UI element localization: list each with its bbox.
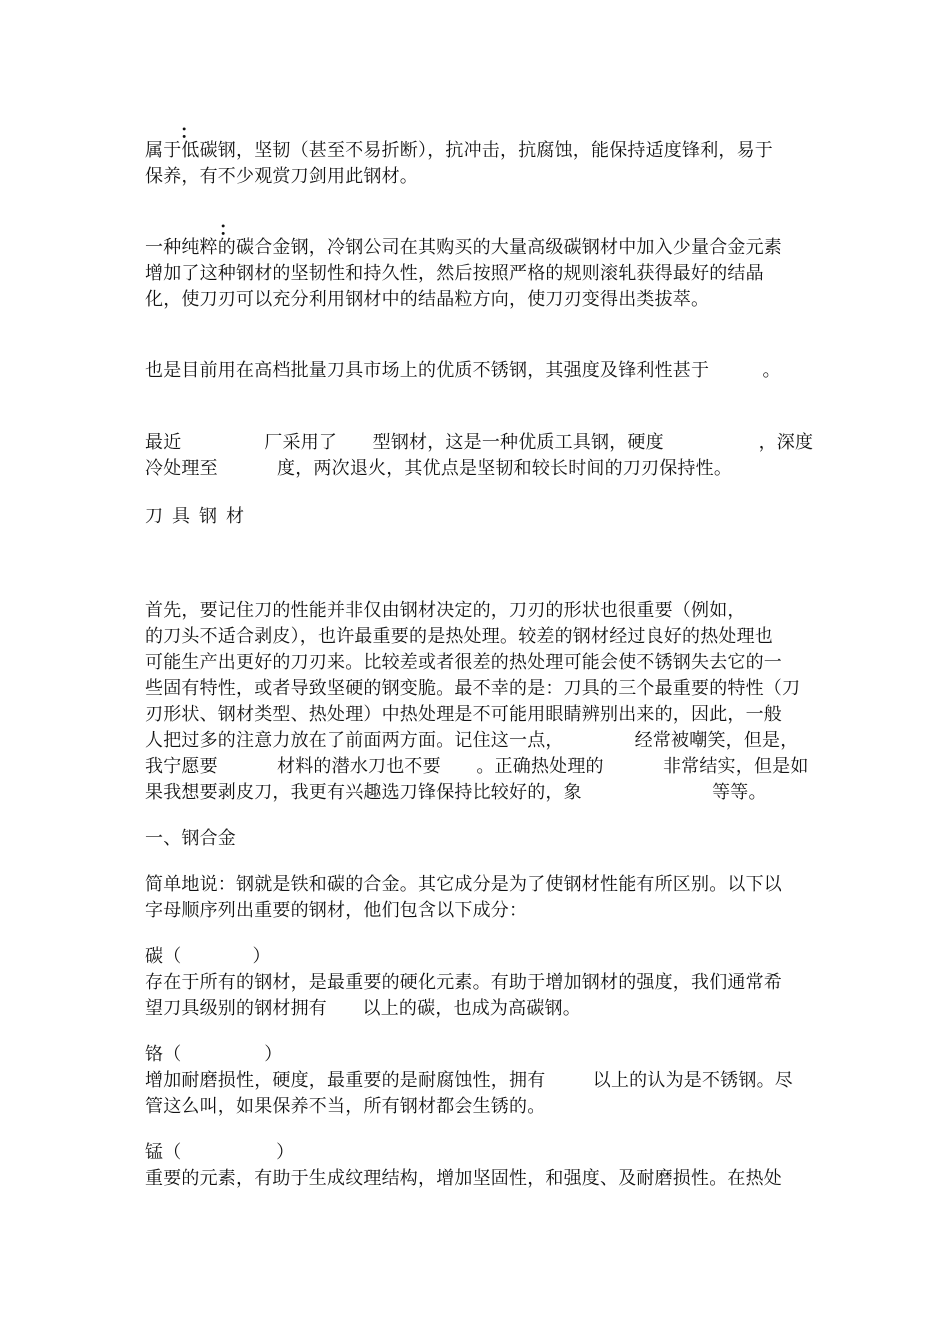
paragraph-line: 存在于所有的钢材，是最重要的硬化元素。有助于增加钢材的强度，我们通常希 xyxy=(145,972,782,993)
paragraph-line: 一种纯粹的碳合金钢，冷钢公司在其购买的大量高级碳钢材中加入少量合金元素 xyxy=(145,237,782,258)
element-title: 碳（ ） xyxy=(145,946,271,967)
paragraph-line: 我宁愿要 材料的潜水刀也不要 。正确热处理的 非常结实，但是如 xyxy=(145,756,809,777)
paragraph-line: 保养，有不少观赏刀剑用此钢材。 xyxy=(145,166,418,187)
paragraph-line: 字母顺序列出重要的钢材，他们包含以下成分： xyxy=(145,900,528,921)
section-colon: ： xyxy=(219,219,237,240)
paragraph-line: 化，使刀刃可以充分利用钢材中的结晶粒方向，使刀刃变得出类拔萃。 xyxy=(145,289,710,310)
paragraph-line: 果我想要剥皮刀，我更有兴趣选刀锋保持比较好的，象 等等。 xyxy=(145,782,767,803)
paragraph-line: 些固有特性，或者导致坚硬的钢变脆。最不幸的是：刀具的三个最重要的特性（刀 xyxy=(145,678,801,699)
element-title: 铬（ ） xyxy=(145,1044,283,1065)
paragraph-line: 简单地说：钢就是铁和碳的合金。其它成分是为了使钢材性能有所区别。以下以 xyxy=(145,874,782,895)
paragraph-line: 人把过多的注意力放在了前面两方面。记住这一点， 经常被嘲笑，但是， xyxy=(145,730,799,751)
paragraph-line: 属于低碳钢，坚韧（甚至不易折断），抗冲击，抗腐蚀，能保持适度锋利，易于 xyxy=(145,140,773,161)
paragraph-line: 可能生产出更好的刀刃来。比较差或者很差的热处理可能会使不锈钢失去它的一 xyxy=(145,652,782,673)
paragraph-line: 最近 厂采用了 型钢材，这是一种优质工具钢，硬度 ，深度 xyxy=(145,432,814,453)
paragraph-line: 的刀头不适合剥皮），也许最重要的是热处理。较差的钢材经过良好的热处理也 xyxy=(145,626,773,647)
paragraph-line: 增加耐磨损性，硬度，最重要的是耐腐蚀性，拥有 以上的认为是不锈钢。尽 xyxy=(145,1070,793,1091)
section-title: 一、钢合金 xyxy=(145,828,236,849)
section-heading: 刀具钢材 xyxy=(145,506,253,527)
paragraph-line: 管这么叫，如果保养不当，所有钢材都会生锈的。 xyxy=(145,1096,546,1117)
paragraph-line: 增加了这种钢材的坚韧性和持久性，然后按照严格的规则滚轧获得最好的结晶 xyxy=(145,263,764,284)
section-colon: ： xyxy=(180,122,198,143)
paragraph-line: 冷处理至 度，两次退火，其优点是坚韧和较长时间的刀刃保持性。 xyxy=(145,458,733,479)
paragraph-line: 刃形状、钢材类型、热处理）中热处理是不可能用眼睛辨别出来的，因此，一般 xyxy=(145,704,782,725)
element-title: 锰（ ） xyxy=(145,1142,295,1163)
paragraph-line: 望刀具级别的钢材拥有 以上的碳，也成为高碳钢。 xyxy=(145,998,581,1019)
paragraph-line: 首先，要记住刀的性能并非仅由钢材决定的，刀刃的形状也很重要（例如， xyxy=(145,600,746,621)
paragraph-line: 重要的元素，有助于生成纹理结构，增加坚固性，和强度、及耐磨损性。在热处 xyxy=(145,1168,782,1189)
paragraph-line: 也是目前用在高档批量刀具市场上的优质不锈钢，其强度及锋利性甚于 。 xyxy=(145,360,781,381)
